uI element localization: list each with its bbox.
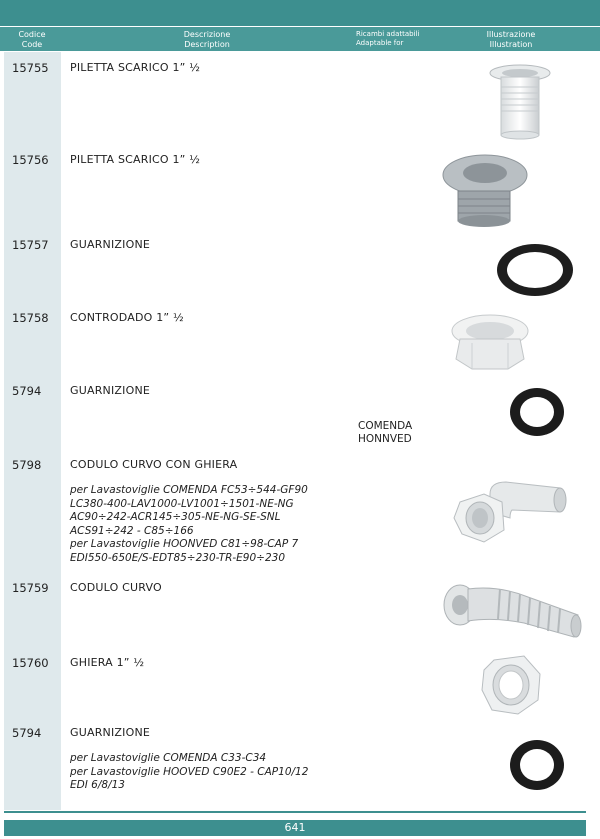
adaptable-list bbox=[358, 420, 412, 446]
corrugated-elbow-icon bbox=[438, 581, 584, 643]
bottom-divider bbox=[4, 811, 586, 813]
header-code-it: Codice bbox=[18, 30, 46, 39]
product-code: 5794 bbox=[12, 726, 42, 740]
product-code: 5798 bbox=[12, 458, 42, 472]
product-description: GUARNIZIONE bbox=[70, 384, 151, 397]
product-description: GUARNIZIONE bbox=[70, 726, 151, 739]
header-desc-en: Description bbox=[184, 40, 230, 49]
table-row bbox=[0, 458, 600, 570]
table-row bbox=[0, 726, 600, 806]
product-code: 15756 bbox=[12, 153, 49, 167]
header-desc-it: Descrizione bbox=[183, 30, 231, 39]
note-line: EDI 6/8/13 bbox=[70, 779, 125, 791]
gasket-flat-icon bbox=[494, 240, 576, 300]
note-line: LC380-400-LAV1000-LV1001÷1501-NE-NG bbox=[70, 497, 294, 510]
header-description bbox=[62, 30, 352, 50]
product-description: CONTRODADO 1” ½ bbox=[70, 311, 184, 324]
drain-pipe-white-icon bbox=[488, 63, 552, 141]
product-code: 5794 bbox=[12, 384, 42, 398]
table-row bbox=[0, 311, 600, 379]
note-line: per Lavastoviglie COMENDA C33-C34 bbox=[70, 752, 267, 764]
gasket-ring-icon bbox=[508, 386, 566, 438]
product-code: 15758 bbox=[12, 311, 49, 325]
header-adaptable bbox=[356, 30, 436, 48]
elbow-with-nut-icon bbox=[450, 472, 570, 548]
product-code: 15759 bbox=[12, 581, 49, 595]
table-row bbox=[0, 153, 600, 233]
header-ill-it: Illustrazione bbox=[486, 30, 536, 39]
product-code: 15755 bbox=[12, 61, 49, 75]
header-adapt-it: Ricambi adattabili bbox=[356, 30, 420, 38]
header-adapt-en: Adaptable for bbox=[356, 39, 404, 47]
note-line: ACS91÷242 - C85÷166 bbox=[70, 524, 194, 537]
ring-nut-icon bbox=[478, 652, 544, 718]
drain-pipe-grey-icon bbox=[440, 153, 530, 229]
note-line: AC90÷242-ACR145÷305-NE-NG-SE-SNL bbox=[70, 511, 281, 523]
gasket-ring-icon bbox=[508, 738, 566, 792]
table-row bbox=[0, 384, 600, 450]
note-line: per Lavastoviglie HOOVED C90E2 - CAP10/12 bbox=[70, 765, 309, 778]
table-row bbox=[0, 61, 600, 146]
header-ill-en: Illustration bbox=[489, 40, 533, 49]
table-row bbox=[0, 581, 600, 651]
note-line: EDI550-650E/S-EDT85÷230-TR-E90÷230 bbox=[70, 551, 286, 564]
page-number: 641 bbox=[284, 821, 306, 834]
header-code bbox=[4, 30, 60, 50]
product-description: PILETTA SCARICO 1” ½ bbox=[70, 61, 201, 74]
product-description: PILETTA SCARICO 1” ½ bbox=[70, 153, 201, 166]
page-footer bbox=[4, 820, 586, 836]
table-row bbox=[0, 656, 600, 720]
product-code: 15757 bbox=[12, 238, 49, 252]
top-bar bbox=[0, 0, 600, 26]
product-description: GUARNIZIONE bbox=[70, 238, 151, 251]
product-description: CODULO CURVO bbox=[70, 581, 162, 594]
header-illustration bbox=[446, 30, 576, 50]
compatibility-notes bbox=[70, 484, 308, 565]
product-code: 15760 bbox=[12, 656, 49, 670]
table-header bbox=[0, 27, 600, 51]
locknut-icon bbox=[450, 311, 530, 373]
table-row bbox=[0, 238, 600, 306]
adaptable-item: HONNVED bbox=[358, 433, 412, 445]
adaptable-item: COMENDA bbox=[358, 420, 413, 432]
product-description: CODULO CURVO CON GHIERA bbox=[70, 458, 238, 471]
header-code-en: Code bbox=[21, 40, 43, 49]
compatibility-notes bbox=[70, 752, 308, 793]
note-line: per Lavastoviglie HOONVED C81÷98-CAP 7 bbox=[70, 538, 299, 550]
note-line: per Lavastoviglie COMENDA FC53÷544-GF90 bbox=[70, 484, 308, 496]
product-description: GHIERA 1” ½ bbox=[70, 656, 145, 669]
